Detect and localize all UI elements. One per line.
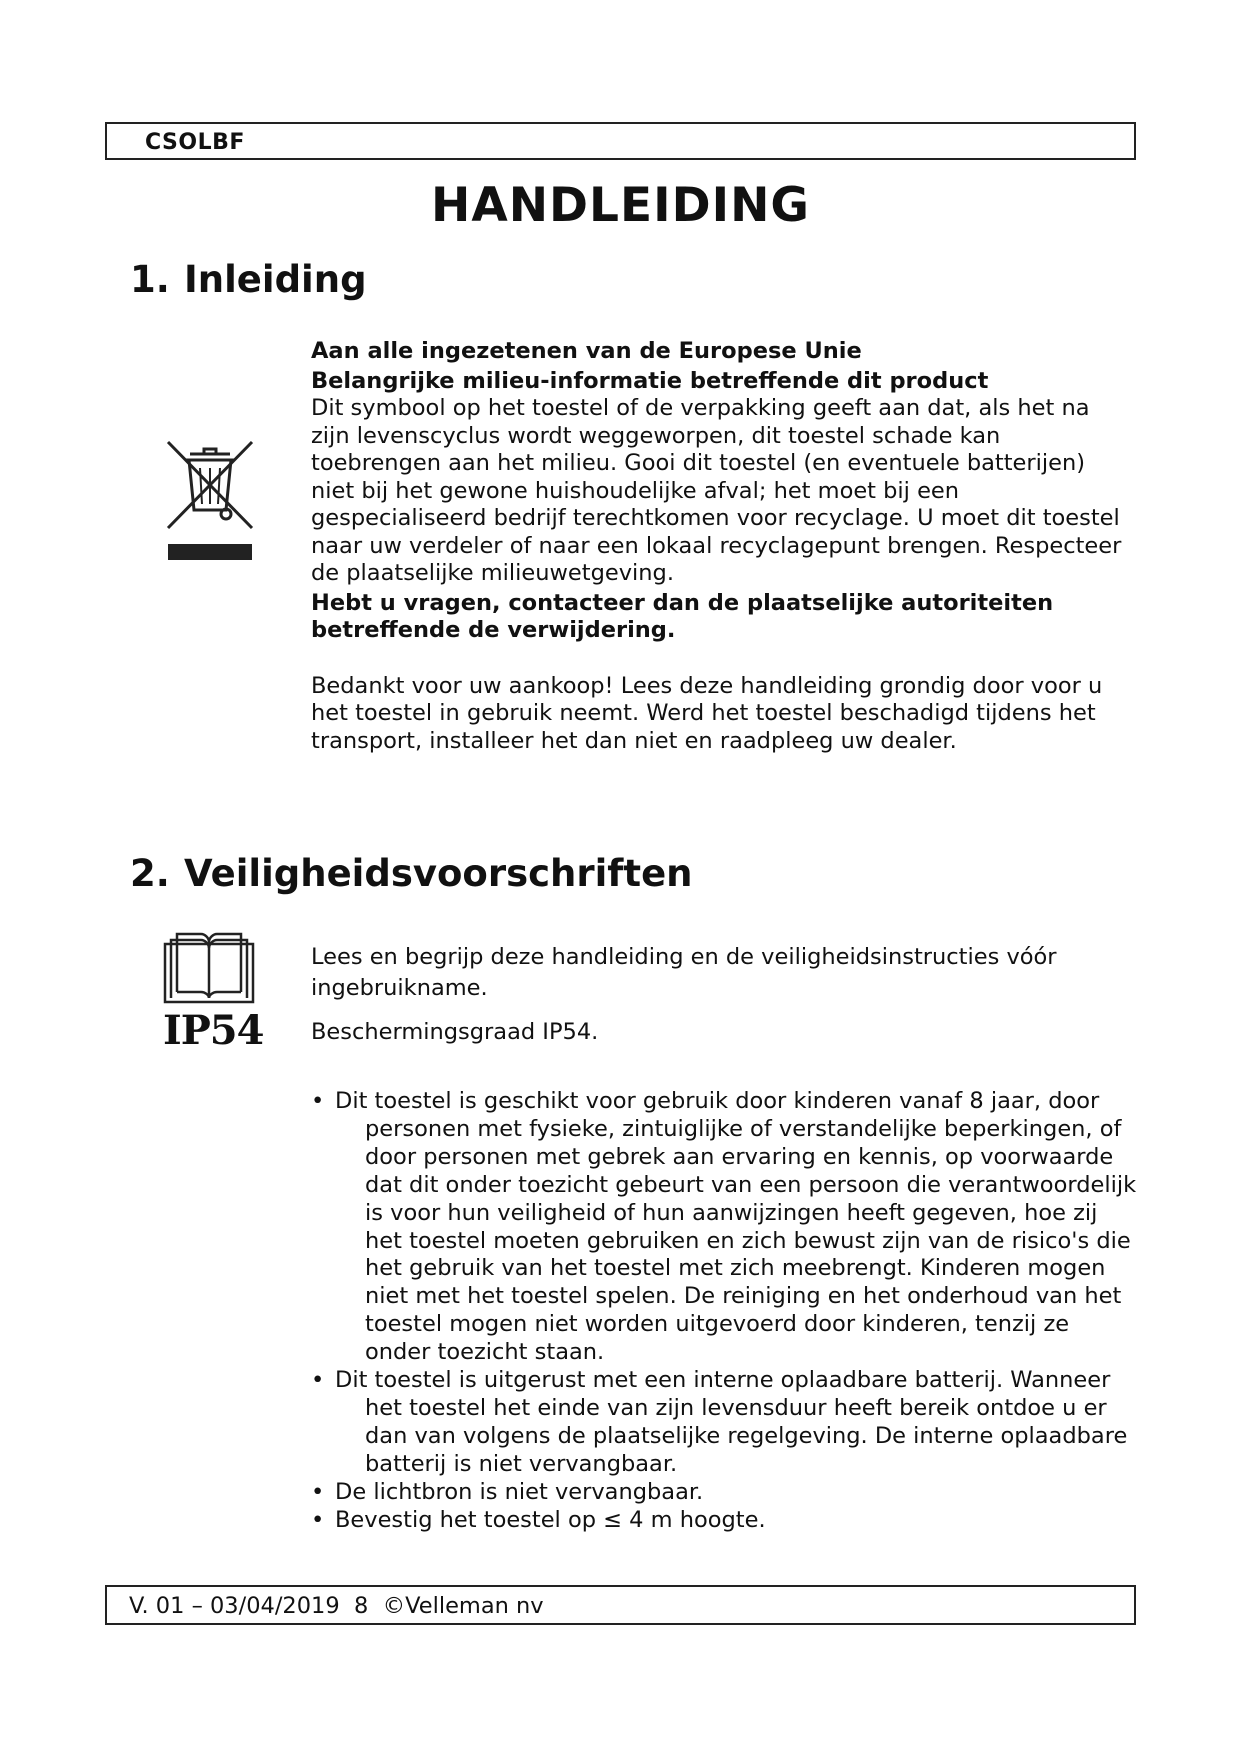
- product-code: CSOLBF: [145, 130, 245, 155]
- eu-questions: Hebt u vragen, contacteer dan de plaatselijke autoriteiten betreffende de verwijdering.: [311, 589, 1054, 643]
- section-1-title: Inleiding: [184, 258, 367, 301]
- section-2-title: Veiligheidsvoorschriften: [184, 852, 693, 895]
- list-item: • Dit toestel is geschikt voor gebruik door kinderen vanaf 8 jaar, door personen met fysieke, zintuiglijke of verstandelijke beperkingen, of door personen met gebrek aan ervaring en kennis, op voorwaarde dat dit onder toezicht gebeurt van een persoon die verantwoordelijk is voor hun veiligheid of hun aanwijzingen heeft gegeven, hoe zij het toestel moeten gebruiken en zich bewust zijn van de risico's die het gebruik van het toestel met zich meebrengt. Kinderen mogen niet met het toestel spelen. De reiniging en het onderhoud van het toestel mogen niet worden uitgevoerd door kinderen, tenzij ze onder toezicht staan.: [311, 1088, 1141, 1367]
- section-2-number: 2.: [130, 852, 170, 895]
- list-item: • Bevestig het toestel op ≤ 4 m hoogte.: [311, 1507, 1141, 1535]
- safety-list: [311, 1088, 1141, 1535]
- list-item: • Dit toestel is uitgerust met een interne oplaadbare batterij. Wanneer het toestel het einde van zijn levensduur heeft bereik ontdoe u er dan van volgens de plaatselijke regelgeving. De interne oplaadbare batterij is niet vervangbaar.: [311, 1367, 1141, 1479]
- footer-text: V. 01 – 03/04/2019 8 ©Velleman nv: [129, 1593, 544, 1619]
- read-manual-book-icon: [163, 930, 255, 1005]
- eu-title: Aan alle ingezetenen van de Europese Unie: [311, 338, 862, 364]
- crossed-out-wheelie-bin-icon: [160, 432, 260, 567]
- eu-body: Dit symbool op het toestel of de verpakking geeft aan dat, als het na zijn levenscyclus wordt weggeworpen, dit toestel schade kan toebrengen aan het milieu. Gooi dit toestel (en eventuele batterijen) niet bij het gewone huishoudelijke afval; het moet bij een gespecialiseerd bedrijf terechtkomen voor recyclage. U moet dit toestel naar uw verdeler of naar een lokaal recyclagepunt brengen. Respecteer de plaatselijke milieuwetgeving.: [311, 395, 1122, 586]
- ip-rating-text: Beschermingsgraad IP54.: [311, 1019, 599, 1045]
- list-item: • De lichtbron is niet vervangbaar.: [311, 1479, 1141, 1507]
- section-1-heading: [130, 258, 367, 301]
- page-title: HANDLEIDING: [430, 178, 810, 233]
- eu-subtitle: Belangrijke milieu-informatie betreffende dit product: [311, 367, 989, 394]
- section-1-number: 1.: [130, 258, 170, 301]
- ip54-label: IP54: [163, 1007, 264, 1054]
- section-2-heading: [130, 852, 693, 895]
- read-manual-text: Lees en begrijp deze handleiding en de veiligheidsinstructies vóór ingebruikname.: [311, 944, 1057, 1001]
- thanks-paragraph: Bedankt voor uw aankoop! Lees deze handleiding grondig door voor u het toestel in gebruik neemt. Werd het toestel beschadigd tijdens het transport, installeer het dan niet en raadpleeg uw dealer.: [311, 672, 1103, 754]
- footer-box: [105, 1585, 1136, 1625]
- eu-environment-block: [311, 338, 1131, 755]
- header-box: [105, 122, 1136, 160]
